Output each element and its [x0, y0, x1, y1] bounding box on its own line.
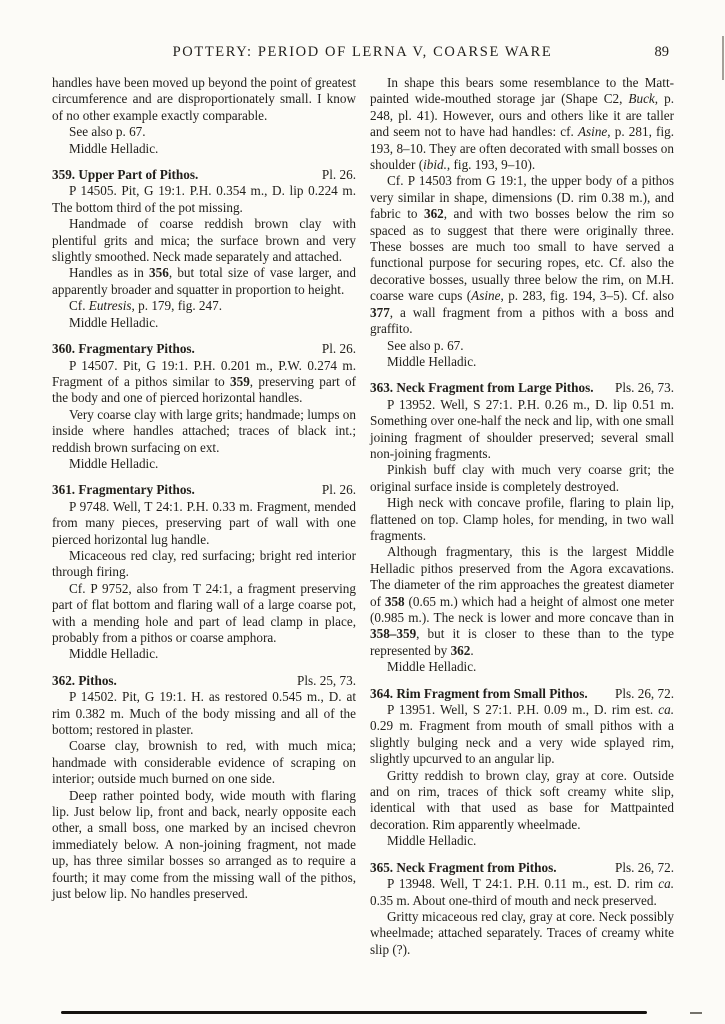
entry-plate-ref: Pls. 26, 72. — [615, 859, 674, 875]
paragraph: In shape this bears some resemblance to the Matt-painted wide-mouthed storage jar (Shape C2, Buck, p. 248, pl. 41). However, ours and others like it are taller and seem not to have had handles: cf. Asine, p. 281, fig. 193, 8–10. They are often decorated with small bosses on shoulder (ibid., fig. 193, 9–10). — [370, 75, 674, 173]
entry-plate-ref: Pl. 26. — [321, 341, 356, 357]
entry-number-title: 365. Neck Fragment from Pithos. — [370, 859, 557, 875]
entry-plate-ref: Pls. 26, 72. — [615, 685, 674, 701]
paragraph: Handles as in 356, but total size of vase larger, and apparently broader and squatter in proportion to height. — [52, 265, 356, 297]
paragraph: P 13952. Well, S 27:1. P.H. 0.26 m., D. lip 0.51 m. Something over one-half the neck and lip, with one small joining fragment of shoulder preserved; several small non-joining fragments. — [370, 396, 674, 461]
paragraph: Deep rather pointed body, wide mouth with flaring lip. Just below lip, front and back, nearly opposite each other, a small boss, one marked by an incised chevron immediately below. A non-joining fragment, not made up, has three similar bosses so arranged as to require a fourth; it may come from the missing wall of the pithos, just below lip. No handles preserved. — [52, 787, 356, 902]
entry-number-title: 360. Fragmentary Pithos. — [52, 341, 195, 357]
paragraph: Gritty micaceous red clay, gray at core. Neck possibly wheelmade; attached separately. Traces of creamy white slip (?). — [370, 908, 674, 957]
entry-plate-ref: Pl. 26. — [321, 167, 356, 183]
column-left — [52, 75, 356, 958]
paragraph: Middle Helladic. — [69, 646, 159, 662]
paragraph: Cf. P 9752, also from T 24:1, a fragment preserving part of flat bottom and flaring wall of a large coarse pot, with a mending hole and part of lead clamp in place, probably from a pithos or coarse amphora. — [52, 580, 356, 645]
paragraph: Middle Helladic. — [69, 314, 159, 330]
paragraph: P 13948. Well, T 24:1. P.H. 0.11 m., est. D. rim ca. 0.35 m. About one-third of mouth and neck preserved. — [370, 876, 674, 908]
paragraph: P 14507. Pit, G 19:1. P.H. 0.201 m., P.W. 0.274 m. Fragment of a pithos similar to 359, preserving part of the body and one of pierced horizontal handles. — [52, 357, 356, 406]
catalog-entry-heading — [52, 167, 356, 183]
scan-artifact-bottom-line — [61, 1011, 647, 1014]
entry-plate-ref: Pls. 26, 73. — [615, 380, 674, 396]
paragraph: P 9748. Well, T 24:1. P.H. 0.33 m. Fragment, mended from many pieces, preserving part of wall with one pierced horizontal lug handle. — [52, 498, 356, 547]
paragraph: Coarse clay, brownish to red, with much mica; handmade with considerable evidence of scraping on interior; outside much burned on one side. — [52, 738, 356, 787]
paragraph: Middle Helladic. — [387, 353, 477, 369]
catalog-entry-heading — [52, 341, 356, 357]
entry-number-title: 363. Neck Fragment from Large Pithos. — [370, 380, 594, 396]
scan-artifact-bottom-right-mark — [690, 1012, 702, 1014]
entry-plate-ref: Pl. 26. — [321, 482, 356, 498]
paragraph: Cf. P 14503 from G 19:1, the upper body of a pithos very similar in shape, dimensions (D. rim 0.38 m.), and fabric to 362, and with two bosses below the rim so spaced as to suggest that there were originally three. These bosses are much too small to have served a functional purpose for securing ropes, etc. Cf. also the decorative bosses, usually three below the rim, on M.H. coarse ware cups (Asine, p. 283, fig. 194, 3–5). Cf. also 377, a wall fragment from a pithos with a boss and graffito. — [370, 173, 674, 337]
paragraph: Although fragmentary, this is the largest Middle Helladic pithos preserved from the Agora excavations. The diameter of the rim approaches the greatest diameter of 358 (0.65 m.) which had a height of almost one meter (0.985 m.). The neck is lower and more concave than in 358–359, but it is closer to these than to the type represented by 362. — [370, 544, 674, 658]
catalog-entry-heading — [52, 673, 356, 689]
paragraph: handles have been moved up beyond the point of greatest circumference and are disproportionately small. I know of no other example exactly comparable. — [52, 75, 356, 123]
catalog-entry-heading — [370, 860, 674, 876]
paragraph: Very coarse clay with large grits; handmade; lumps on inside where handles attached; traces of black int.; reddish brown surfacing on ext. — [52, 406, 356, 455]
entry-number-title: 362. Pithos. — [52, 672, 117, 688]
paragraph: P 13951. Well, S 27:1. P.H. 0.09 m., D. rim est. ca. 0.29 m. Fragment from mouth of small pithos with a slightly bulging neck and a very wide splayed rim, slightly upcurved to an angular lip. — [370, 702, 674, 767]
paragraph: Middle Helladic. — [69, 140, 159, 156]
paragraph: See also p. 67. — [387, 337, 464, 353]
catalog-entry-heading — [52, 482, 356, 498]
paragraph: See also p. 67. — [69, 124, 146, 140]
running-head — [52, 44, 673, 64]
page-header-title: POTTERY: PERIOD OF LERNA V, COARSE WARE — [172, 44, 553, 60]
column-right — [370, 75, 674, 958]
paragraph: P 14505. Pit, G 19:1. P.H. 0.354 m., D. lip 0.224 m. The bottom third of the pot missing. — [52, 183, 356, 215]
paragraph: Middle Helladic. — [387, 833, 477, 849]
paragraph: P 14502. Pit, G 19:1. H. as restored 0.545 m., D. at rim 0.382 m. Much of the body missing and all of the bottom; restored in plaster. — [52, 689, 356, 738]
catalog-entry-heading — [370, 380, 674, 396]
paragraph: Gritty reddish to brown clay, gray at core. Outside and on rim, traces of thick soft creamy white slip, identical with that used as base for Mattpainted decoration. Rim apparently wheelmade. — [370, 767, 674, 832]
paragraph: Pinkish buff clay with much very coarse grit; the original surface inside is completely destroyed. — [370, 462, 674, 494]
catalog-entry-heading — [370, 686, 674, 702]
entry-number-title: 359. Upper Part of Pithos. — [52, 167, 199, 183]
paragraph: High neck with concave profile, flaring to plain lip, flattened on top. Clamp holes, for mending, in two wall fragments. — [370, 495, 674, 543]
paragraph: Middle Helladic. — [69, 455, 159, 471]
paragraph: Handmade of coarse reddish brown clay with plentiful grits and mica; the surface brown and very slightly smoothed. Neck made separately and attached. — [52, 216, 356, 265]
entry-plate-ref: Pls. 25, 73. — [297, 672, 356, 688]
paragraph: Middle Helladic. — [387, 659, 477, 675]
scan-artifact-right-tick — [722, 36, 724, 80]
paragraph: Micaceous red clay, red surfacing; bright red interior through firing. — [52, 547, 356, 580]
text-columns — [52, 75, 674, 958]
page-number: 89 — [654, 44, 669, 60]
entry-number-title: 364. Rim Fragment from Small Pithos. — [370, 685, 588, 701]
entry-number-title: 361. Fragmentary Pithos. — [52, 482, 195, 498]
paragraph: Cf. Eutresis, p. 179, fig. 247. — [69, 298, 223, 314]
